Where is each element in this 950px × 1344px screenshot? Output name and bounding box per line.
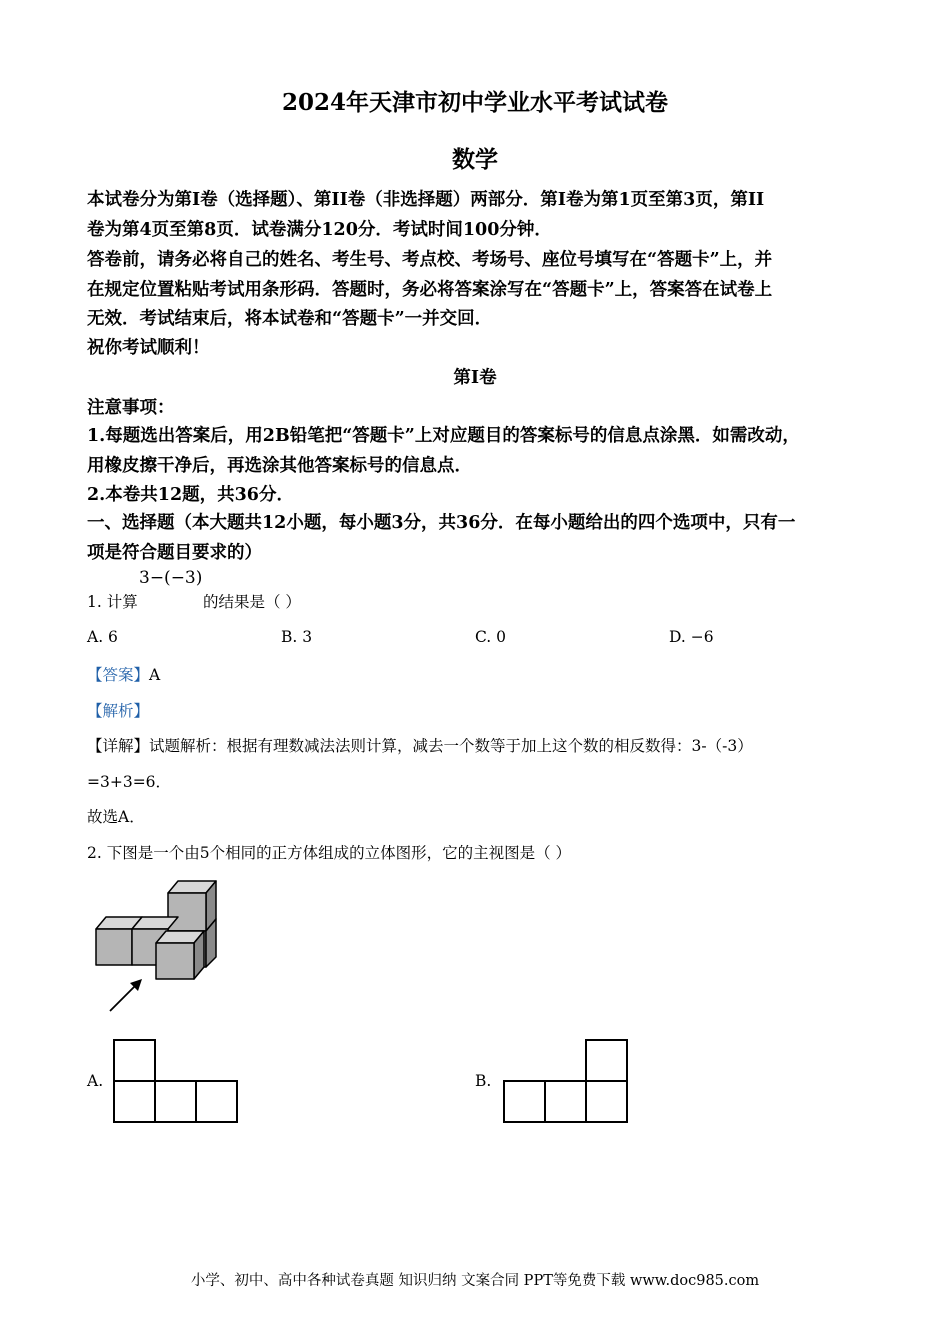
q1-suffix: 的结果是（ ） bbox=[203, 593, 301, 611]
q2-text: 2. 下图是一个由5个相同的正方体组成的立体图形，它的主视图是（ ） bbox=[87, 844, 572, 862]
q2-option-a-label: A. bbox=[87, 1072, 104, 1090]
intro-line: 无效．考试结束后，将本试卷和“答题卡”一并交回． bbox=[87, 309, 493, 329]
detail-line bbox=[87, 734, 753, 756]
conclusion: 故选A． bbox=[87, 808, 145, 826]
answer-value: A bbox=[149, 666, 161, 684]
intro-line: 在规定位置粘贴考试用条形码．答题时，务必将答案涂写在“答题卡”上，答案答在试卷上 bbox=[87, 280, 773, 300]
notice-item-2: 2.本卷共12题，共36分． bbox=[87, 485, 294, 505]
notice-item-1: 1.每题选出答案后，用2B铅笔把“答题卡”上对应题目的答案标号的信息点涂黑．如需改动， bbox=[87, 426, 800, 446]
exam-title: 2024年天津市初中学业水平考试试卷 bbox=[281, 89, 668, 116]
notice-item-1-cont: 用橡皮擦干净后，再选涂其他答案标号的信息点． bbox=[87, 456, 472, 476]
q1-option-a: A. 6 bbox=[87, 628, 118, 646]
q1-option-c: C. 0 bbox=[475, 628, 507, 646]
q1-prefix: 1. 计算 bbox=[87, 593, 138, 611]
q2-option-b-label: B. bbox=[475, 1072, 492, 1090]
intro-line: 卷为第4页至第8页．试卷满分120分．考试时间100分钟． bbox=[87, 220, 552, 240]
q2-solid-figure bbox=[88, 875, 228, 1015]
page-footer: 小学、初中、高中各种试卷真题 知识归纳 文案合同 PPT等免费下载 www.doc985.com bbox=[190, 1273, 760, 1289]
detail-tag: 【详解】 bbox=[87, 737, 150, 755]
intro-line: 本试卷分为第I卷（选择题）、第II卷（非选择题）两部分．第I卷为第1页至第3页，第II bbox=[87, 190, 765, 210]
q1-option-b: B. 3 bbox=[281, 628, 313, 646]
q2-option-a-figure bbox=[112, 1038, 240, 1124]
part-one-heading-cont: 项是符合题目要求的） bbox=[87, 543, 262, 563]
intro-line: 答卷前，请务必将自己的姓名、考生号、考点校、考场号、座位号填写在“答题卡”上，并 bbox=[87, 250, 773, 270]
q2-option-b-figure bbox=[502, 1038, 630, 1124]
subject-title: 数学 bbox=[452, 146, 498, 173]
part-one-heading: 一、选择题（本大题共12小题，每小题3分，共36分．在每小题给出的四个选项中，只有一 bbox=[87, 513, 796, 533]
detail-line-2: =3+3=6． bbox=[87, 773, 172, 791]
detail-text: 试题解析：根据有理数减法法则计算，减去一个数等于加上这个数的相反数得：3-（-3） bbox=[149, 737, 753, 755]
q1-option-d: D. −6 bbox=[669, 628, 714, 646]
analysis-tag: 【解析】 bbox=[87, 702, 150, 720]
notice-heading: 注意事项： bbox=[87, 398, 175, 418]
q1-answer-line bbox=[87, 663, 160, 685]
intro-line: 祝你考试顺利！ bbox=[87, 338, 210, 358]
answer-tag: 【答案】 bbox=[87, 666, 150, 684]
section-title: 第I卷 bbox=[453, 368, 497, 388]
q1-formula: 3−(−3) bbox=[139, 568, 203, 588]
